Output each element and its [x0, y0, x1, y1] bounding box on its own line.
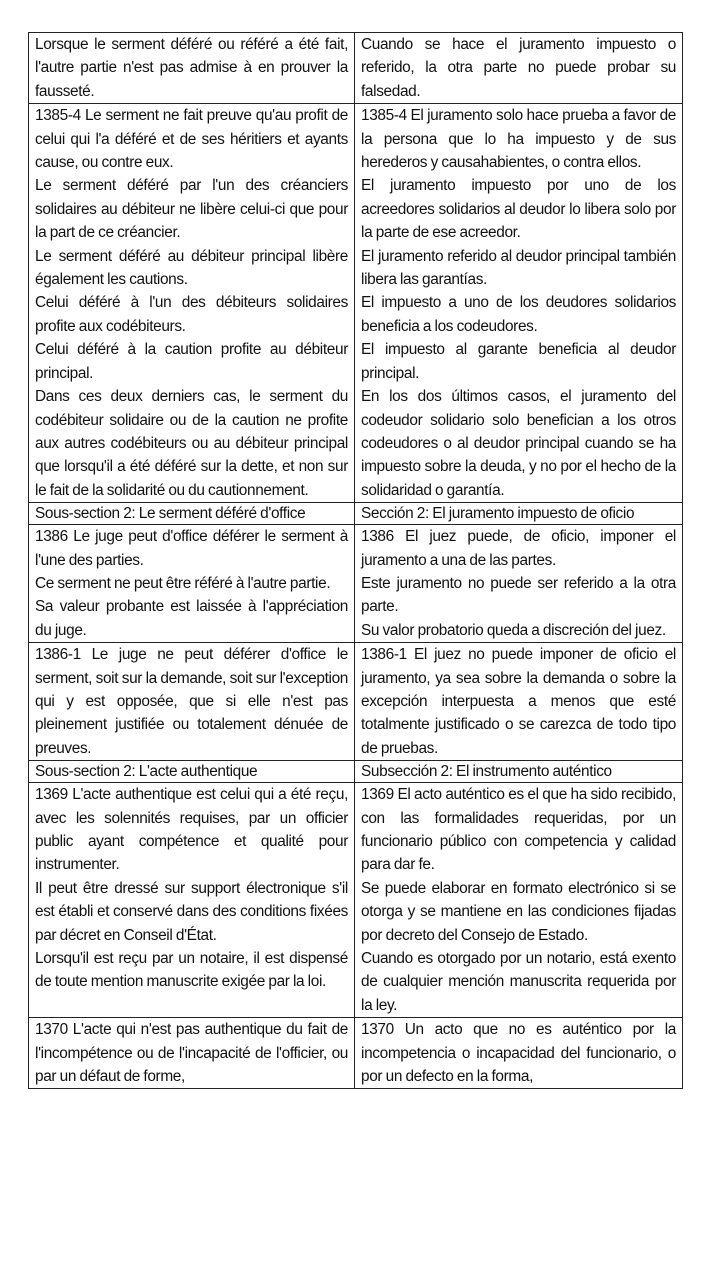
article-row	[29, 33, 683, 104]
spanish-heading: Subsección 2: El instrumento auténtico	[361, 763, 612, 781]
bilingual-table	[28, 32, 683, 1089]
spanish-heading: Sección 2: El juramento impuesto de oficio	[361, 505, 635, 523]
french-paragraph: 1370 L'acte qui n'est pas authentique du fait de l'incompétence ou de l'incapacité de l'officier, ou par un défaut de forme,	[35, 1021, 348, 1086]
french-text-cell	[29, 643, 355, 761]
spanish-text-cell	[355, 33, 683, 104]
spanish-paragraph: 1386 El juez puede, de oficio, imponer el juramento a una de las partes.	[361, 528, 676, 569]
french-paragraph: Sa valeur probante est laissée à l'appréciation du juge.	[35, 598, 348, 639]
french-paragraph: Celui déféré à l'un des débiteurs solidaires profite aux codébiteurs.	[35, 294, 348, 335]
spanish-paragraph: El impuesto a uno de los deudores solidarios beneficia a los codeudores.	[361, 294, 676, 335]
french-text-cell	[29, 104, 355, 503]
french-heading: Sous-section 2: Le serment déféré d'office	[35, 505, 306, 523]
spanish-text-cell	[355, 525, 683, 643]
article-row	[29, 783, 683, 1018]
french-paragraph: Le serment déféré au débiteur principal libère également les cautions.	[35, 247, 348, 289]
spanish-paragraph: En los dos últimos casos, el juramento del codeudor solidario solo benefician a los otros codeudores o al deudor principal cuando se ha impuesto sobre la deuda, y no por el hecho de la solidaridad o garantía.	[361, 388, 676, 499]
spanish-text-cell	[355, 1018, 683, 1089]
french-paragraph: Celui déféré à la caution profite au débiteur principal.	[35, 341, 348, 382]
article-row	[29, 104, 683, 503]
spanish-paragraph: Se puede elaborar en formato electrónico si se otorga y se mantiene en las condiciones fijadas por decreto del Consejo de Estado.	[361, 879, 676, 944]
french-paragraph: Ce serment ne peut être référé à l'autre partie.	[35, 574, 331, 592]
french-heading: Sous-section 2: L'acte authentique	[35, 763, 258, 781]
document-page	[28, 32, 682, 1089]
spanish-text-cell	[355, 761, 683, 783]
french-paragraph: Dans ces deux derniers cas, le serment du codébiteur solidaire ou de la caution ne profite aux autres codébiteurs ou au débiteur principal que lorsqu'il a été déféré sur la dette, et non sur le fait de la solidarité ou du cautionnement.	[35, 388, 348, 499]
french-text-cell	[29, 783, 355, 1018]
spanish-text-cell	[355, 503, 683, 525]
spanish-paragraph: Cuando se hace el juramento impuesto o referido, la otra parte no puede probar su falsedad.	[361, 36, 676, 100]
spanish-paragraph: El juramento referido al deudor principal también libera las garantías.	[361, 247, 676, 289]
french-paragraph: Il peut être dressé sur support électronique s'il est établi et conservé dans des conditions fixées par décret en Conseil d'État.	[35, 879, 348, 944]
spanish-paragraph: 1370 Un acto que no es auténtico por la incompetencia o incapacidad del funcionario, o por un defecto en la forma,	[361, 1021, 676, 1086]
french-text-cell	[29, 33, 355, 104]
spanish-paragraph: 1369 El acto auténtico es el que ha sido recibido, con las formalidades requeridas, por un funcionario público con competencia y calidad para dar fe.	[361, 786, 676, 874]
french-paragraph: 1385-4 Le serment ne fait preuve qu'au profit de celui qui l'a déféré et de ses héritiers et ayants cause, ou contre eux.	[35, 107, 348, 172]
spanish-text-cell	[355, 783, 683, 1018]
section-heading-row	[29, 761, 683, 783]
spanish-text-cell	[355, 643, 683, 761]
spanish-paragraph: Cuando es otorgado por un notario, está exento de cualquier mención manuscrita requerida por la ley.	[361, 950, 676, 1014]
article-row	[29, 643, 683, 761]
spanish-text-cell	[355, 104, 683, 503]
french-paragraph: Lorsqu'il est reçu par un notaire, il est dispensé de toute mention manuscrite exigée par la loi.	[35, 950, 348, 991]
french-text-cell	[29, 761, 355, 783]
french-text-cell	[29, 525, 355, 643]
spanish-paragraph: Su valor probatorio queda a discreción del juez.	[361, 621, 666, 639]
article-row	[29, 1018, 683, 1089]
french-paragraph: Lorsque le serment déféré ou référé a été fait, l'autre partie n'est pas admise à en prouver la fausseté.	[35, 36, 348, 100]
section-heading-row	[29, 503, 683, 525]
french-text-cell	[29, 1018, 355, 1089]
french-paragraph: 1369 L'acte authentique est celui qui a été reçu, avec les solennités requises, par un officier public ayant compétence et qualité pour instrumenter.	[35, 786, 348, 874]
french-paragraph: 1386-1 Le juge ne peut déférer d'office le serment, soit sur la demande, soit sur l'exception qui y est opposée, que si elle n'est pas pleinement justifiée ou totalement dénuée de preuves.	[35, 646, 348, 757]
spanish-paragraph: 1386-1 El juez no puede imponer de oficio el juramento, ya sea sobre la demanda o sobre la excepción interpuesta a menos que esté totalmente justificado o se carezca de todo tipo de pruebas.	[361, 646, 676, 757]
french-text-cell	[29, 503, 355, 525]
table-body	[29, 33, 683, 1089]
spanish-paragraph: El juramento impuesto por uno de los acreedores solidarios al deudor lo libera solo por la parte de ese acreedor.	[361, 177, 676, 242]
article-row	[29, 525, 683, 643]
french-paragraph: Le serment déféré par l'un des créanciers solidaires au débiteur ne libère celui-ci que pour la part de ce créancier.	[35, 177, 348, 242]
french-paragraph: 1386 Le juge peut d'office déférer le serment à l'une des parties.	[35, 528, 348, 569]
spanish-paragraph: Este juramento no puede ser referido a la otra parte.	[361, 574, 676, 616]
spanish-paragraph: 1385-4 El juramento solo hace prueba a favor de la persona que lo ha impuesto y de sus herederos y causahabientes, o contra ellos.	[361, 107, 676, 172]
spanish-paragraph: El impuesto al garante beneficia al deudor principal.	[361, 341, 676, 382]
